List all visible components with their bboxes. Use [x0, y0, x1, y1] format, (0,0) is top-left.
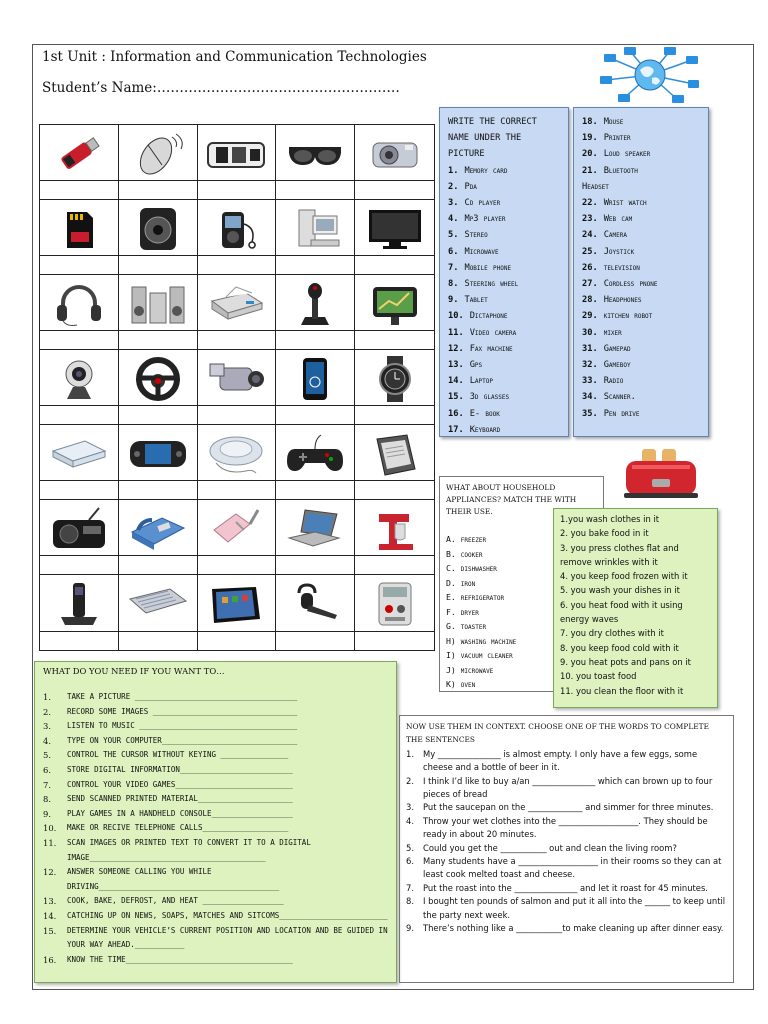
word-label: Bluetooth [603, 165, 638, 176]
word-list-item [582, 211, 700, 227]
word-label: Mouse [603, 117, 624, 127]
picture-cell [276, 125, 355, 200]
camera-icon [365, 129, 425, 179]
word-number: 4. [448, 214, 459, 225]
word-list-item [582, 389, 700, 405]
context-number: 5. [406, 842, 414, 853]
word-list-item [582, 357, 700, 373]
picture-cell [198, 350, 277, 425]
memory-card-icon [49, 204, 109, 254]
word-number: 14. [448, 376, 464, 387]
appliance-use-item: 6. you heat food with it using energy waves [560, 599, 683, 625]
word-label: Laptop [469, 376, 493, 387]
need-text: STORE DIGITAL INFORMATION_________________________ [67, 764, 293, 774]
appliance-item: K) oven [446, 679, 476, 689]
appliance-use-item: 11. you clean the floor with it [560, 685, 684, 696]
appliance-use-item: 4. you keep food frozen with it [560, 571, 688, 582]
word-list-item [448, 357, 560, 373]
need-number: 14. [43, 910, 57, 921]
picture-cell [355, 575, 434, 650]
need-text: TYPE ON YOUR COMPUTER______________________________ [67, 735, 298, 745]
appliance-item: A. freezer [446, 534, 487, 544]
portable-cd-player-icon [206, 429, 266, 479]
word-label: television [603, 262, 640, 273]
need-text: SEND SCANNED PRINTED MATERIAL_____________________ [67, 794, 293, 804]
context-text: Throw your wet clothes into the ___________________. They should be ready in about 20 minutes. [423, 815, 708, 840]
word-label: E- book [469, 408, 500, 419]
word-label: Mp3 player [464, 214, 506, 225]
word-number: 20. [582, 149, 598, 160]
need-text: CONTROL THE CURSOR WITHOUT KEYING _______________ [67, 750, 289, 760]
word-number: 21. [582, 165, 598, 176]
appliance-item: J) microwave [446, 664, 494, 675]
word-number: 11. [448, 327, 464, 338]
toaster-icon [618, 447, 704, 499]
need-text: CONTROL YOUR VIDEO GAMES__________________________ [67, 779, 293, 789]
word-list-item [448, 244, 560, 260]
word-number: 8. [448, 279, 459, 290]
context-number: 7. [406, 882, 414, 893]
dictaphone-icon [365, 579, 425, 629]
context-text: Many students have a ___________________ in their rooms so they can at least cook melted toast and cheese. [423, 856, 722, 880]
mobile-phone-icon [285, 354, 345, 404]
word-number: 22. [582, 198, 598, 209]
picture-cell [355, 500, 434, 575]
word-label: Gps [469, 360, 483, 371]
word-list-item [448, 179, 560, 195]
need-item [43, 705, 388, 720]
word-list-item [582, 179, 700, 195]
appliance-use-item: 10. you toast food [560, 671, 637, 682]
need-text: TAKE A PICTURE ____________________________________ [67, 692, 298, 701]
word-list-item [448, 389, 560, 405]
need-text: SCAN IMAGES OR PRINTED TEXT TO CONVERT IT TO A DIGITAL IMAGE_______________________________________ [67, 837, 311, 862]
word-label: Radio [603, 376, 624, 387]
appliance-item: G. toaster [446, 621, 487, 631]
word-label: Mobile phone [464, 262, 512, 273]
word-label: Web cam [603, 214, 633, 225]
mp3-player-icon [206, 204, 266, 254]
context-number: 9. [406, 923, 414, 934]
appliance-item: B. cooker [446, 548, 483, 559]
need-item [43, 865, 388, 894]
word-number: 34. [582, 392, 598, 403]
word-label: Joystick [603, 246, 635, 257]
gps-icon [365, 279, 425, 329]
steering-wheel-icon [128, 354, 188, 404]
radio-icon [49, 504, 109, 554]
word-list-item [582, 244, 700, 260]
need-text: DETERMINE YOUR VEHICLE’S CURRENT POSITION AND LOCATION AND BE GUIDED IN YOUR WAY AHEAD.___________ [67, 925, 388, 950]
word-label: Stereo [464, 230, 488, 241]
picture-cell [198, 575, 277, 650]
mouse-icon [128, 129, 188, 179]
appliance-use-item: 8. you keep food cold with it [560, 642, 679, 653]
word-list-item [448, 325, 560, 341]
need-text: MAKE OR RECIVE TELEPHONE CALLS___________________ [67, 823, 289, 833]
word-list-item [582, 373, 700, 389]
context-number: 1. [406, 748, 414, 759]
word-label: Pda [464, 181, 477, 192]
need-text: ANSWER SOMEONE CALLING YOU WHILE DRIVING________________________________________ [67, 867, 280, 891]
word-number: 23. [582, 214, 598, 225]
need-item [43, 778, 388, 793]
context-sentences-box [399, 715, 734, 983]
need-item [43, 792, 388, 807]
page-title: 1st Unit : Information and Communication Technologies [42, 49, 427, 65]
context-number: 2. [406, 775, 414, 786]
word-list-heading: WRITE THE CORRECT NAME UNDER THE PICTURE [448, 117, 537, 160]
word-number: 3. [448, 198, 459, 209]
word-label: Dictaphone [469, 311, 508, 322]
word-list-item [582, 292, 700, 308]
need-number: 3. [43, 721, 51, 732]
context-number: 8. [406, 896, 414, 907]
mixer-icon [206, 504, 266, 554]
need-number: 12. [43, 867, 57, 878]
need-item [43, 821, 388, 836]
word-list-item [582, 308, 700, 324]
context-number: 4. [406, 815, 414, 826]
word-list-item [582, 195, 700, 211]
context-sentence [406, 815, 727, 842]
context-text: I think I’d like to buy a/an _______________ which can brown up to four pieces of bread [423, 775, 713, 800]
word-label: Tablet [464, 295, 488, 306]
need-text: KNOW THE TIME_____________________________________ [67, 954, 293, 964]
word-number: 33. [582, 376, 598, 387]
word-number: 10. [448, 311, 464, 322]
word-number: 31. [582, 343, 598, 354]
word-list-item [582, 406, 700, 422]
need-title: WHAT DO YOU NEED IF YOU WANT TO… [43, 666, 225, 676]
word-list-item [448, 422, 560, 438]
picture-cell [276, 350, 355, 425]
need-text: LISTEN TO MUSIC ___________________________________ [67, 721, 298, 731]
need-number: 1. [43, 692, 51, 702]
context-text: Put the roast into the _______________ and let it roast for 45 minutes. [423, 882, 708, 893]
word-number: 18. [582, 117, 598, 127]
appliance-use-item: 7. you dry clothes with it [560, 628, 664, 639]
need-item [43, 924, 388, 953]
need-item [43, 734, 388, 749]
picture-cell [119, 125, 198, 200]
picture-cell [276, 200, 355, 275]
word-list-item [582, 341, 700, 357]
word-label: Cordless pnone [603, 279, 658, 290]
word-number: 15. [448, 392, 464, 403]
need-number: 5. [43, 750, 51, 761]
context-sentence [406, 922, 727, 935]
appliance-use-item: 3. you press clothes flat and remove wrinkles with it [560, 542, 679, 567]
context-text: Put the saucepan on the _____________ and simmer for three minutes. [423, 802, 714, 813]
context-sentence [406, 842, 727, 855]
picture-cell [119, 350, 198, 425]
word-number: 7. [448, 262, 459, 273]
word-list-column-1 [439, 107, 569, 437]
printer-icon [206, 279, 266, 329]
word-number: 24. [582, 230, 598, 241]
context-text: My _______________ is almost empty. I only have a few eggs, some cheese and a bottle of beer in it. [423, 748, 698, 773]
context-number: 6. [406, 856, 414, 867]
need-number: 9. [43, 808, 51, 819]
picture-cell [276, 500, 355, 575]
word-label: 3d glasses [469, 392, 510, 403]
gameboy-icon [128, 429, 188, 479]
word-list-item [448, 211, 560, 227]
word-label: Memory card [464, 165, 508, 176]
word-list-item [448, 163, 560, 179]
word-list-item [582, 163, 700, 179]
keyboard-icon [128, 579, 188, 629]
picture-cell [355, 200, 434, 275]
household-title: WHAT ABOUT HOUSEHOLD APPLIANCES? MATCH THE WITH THEIR USE. [446, 483, 577, 516]
word-label: Keyboard [469, 424, 501, 435]
word-list-item [448, 373, 560, 389]
context-sentence [406, 775, 727, 802]
picture-cell [40, 575, 119, 650]
cd-player-icon [206, 129, 266, 179]
tablet-icon [206, 579, 266, 629]
need-text: CATCHING UP ON NEWS, SOAPS, MATCHES AND SITCOMS________________________ [67, 910, 388, 920]
headphones-icon [49, 279, 109, 329]
word-label: Gamepad [603, 343, 631, 354]
word-number: 19. [582, 133, 598, 144]
word-label: Printer [603, 133, 631, 144]
context-sentence [406, 895, 727, 922]
word-label: kitchen robot [603, 311, 653, 322]
word-list-item [582, 114, 700, 130]
picture-cell [355, 350, 434, 425]
word-number: 9. [448, 295, 459, 306]
picture-cell [198, 125, 277, 200]
word-number: 28. [582, 295, 598, 306]
need-number: 8. [43, 794, 51, 805]
picture-cell [355, 275, 434, 350]
word-label: Camera [603, 230, 627, 241]
loud-speakers-icon [128, 279, 188, 329]
word-list-item [582, 325, 700, 341]
what-do-you-need-box [34, 661, 397, 983]
picture-cell [40, 200, 119, 275]
appliance-item: D. iron [446, 577, 476, 588]
appliance-item: H) washing machine [446, 635, 517, 646]
word-list-column-2 [573, 107, 709, 437]
word-number: 5. [448, 230, 459, 241]
word-list-item [448, 195, 560, 211]
word-label: Cd player [464, 198, 501, 209]
context-number: 3. [406, 802, 414, 813]
television-icon [365, 204, 425, 254]
picture-cell [355, 425, 434, 500]
word-label: Fax machine [469, 343, 513, 354]
appliance-item: E. refrigerator [446, 592, 505, 602]
word-number: 25. [582, 246, 598, 257]
word-number: 12. [448, 343, 464, 354]
context-sentence [406, 748, 727, 775]
need-number: 10. [43, 823, 57, 834]
stereo-speaker-icon [128, 204, 188, 254]
picture-cell [40, 125, 119, 200]
need-item [43, 690, 388, 705]
scanner-icon [49, 429, 109, 479]
web-cam-icon [49, 354, 109, 404]
appliance-uses-box [553, 508, 718, 708]
fax-machine-icon [128, 504, 188, 554]
word-number: 6. [448, 246, 459, 257]
need-item [43, 836, 388, 865]
word-label: Video camera [469, 327, 517, 338]
word-list-item [448, 276, 560, 292]
word-list-item [582, 260, 700, 276]
need-number: 11. [43, 837, 57, 848]
picture-cell [119, 575, 198, 650]
context-text: Could you get the ___________ out and clean the living room? [423, 842, 677, 853]
picture-cell [355, 125, 434, 200]
word-label: mixer [603, 327, 622, 338]
picture-cell [40, 425, 119, 500]
context-text: There’s nothing like a ___________to make cleaning up after dinner easy. [423, 923, 724, 934]
picture-cell [40, 275, 119, 350]
need-text: COOK, BAKE, DEFROST, AND HEAT __________________ [67, 896, 284, 906]
need-text: RECORD SOME IMAGES ________________________________ [67, 706, 298, 716]
picture-cell [276, 575, 355, 650]
video-camera-icon [206, 354, 266, 404]
word-list-item [448, 292, 560, 308]
word-label: Microwave [464, 246, 499, 257]
need-item [43, 953, 388, 968]
need-item [43, 763, 388, 778]
word-number: 1. [448, 165, 459, 176]
need-item [43, 807, 388, 822]
appliance-item: I) vacuum cleaner [446, 650, 513, 660]
appliance-item: F. dryer [446, 606, 479, 617]
word-number: 29. [582, 311, 598, 322]
context-sentence [406, 801, 727, 814]
word-number: 13. [448, 360, 464, 371]
need-number: 7. [43, 779, 51, 790]
word-number: 26. [582, 262, 598, 273]
need-number: 4. [43, 735, 51, 746]
word-label: Gameboy [603, 360, 631, 371]
3d-glasses-icon [285, 129, 345, 179]
need-item [43, 719, 388, 734]
picture-cell [276, 425, 355, 500]
word-number: 35. [582, 408, 598, 419]
word-list-item [448, 260, 560, 276]
word-list-item [448, 227, 560, 243]
gamepad-icon [285, 429, 345, 479]
word-label: Headphones [603, 295, 642, 306]
picture-cell [40, 350, 119, 425]
word-list-item [448, 406, 560, 422]
word-number: 17. [448, 424, 464, 435]
picture-cell [119, 200, 198, 275]
word-list-item [448, 308, 560, 324]
need-item [43, 909, 388, 924]
bluetooth-headset-icon [285, 579, 345, 629]
appliance-use-item: 1.you wash clothes in it [560, 514, 660, 524]
need-number: 6. [43, 764, 51, 775]
need-item [43, 748, 388, 763]
word-number: 32. [582, 360, 598, 371]
appliance-use-item: 2. you bake food in it [560, 528, 649, 539]
e-book-icon [365, 429, 425, 479]
kitchen-robot-icon [365, 504, 425, 554]
context-sentence [406, 882, 727, 895]
picture-cell [198, 275, 277, 350]
word-label: Scanner. [603, 392, 636, 403]
picture-cell [276, 275, 355, 350]
need-item [43, 894, 388, 909]
network-globe-icon [600, 46, 700, 104]
need-number: 16. [43, 954, 57, 965]
need-text: PLAY GAMES IN A HANDHELD CONSOLE__________________ [67, 808, 293, 818]
picture-cell [40, 500, 119, 575]
computer-icon [285, 204, 345, 254]
context-title: NOW USE THEM IN CONTEXT. CHOOSE ONE OF THE WORDS TO COMPLETE THE SENTENCES [406, 722, 709, 745]
appliance-item: C. dishwasher [446, 563, 497, 573]
word-label: Loud speaker [603, 149, 651, 160]
picture-cell [119, 425, 198, 500]
word-list-item [448, 341, 560, 357]
word-number: 2. [448, 181, 459, 192]
word-number: 27. [582, 279, 598, 290]
cordless-phone-icon [49, 579, 109, 629]
word-list-item [582, 146, 700, 162]
picture-cell [119, 500, 198, 575]
joystick-icon [285, 279, 345, 329]
wrist-watch-icon [365, 354, 425, 404]
word-number: 16. [448, 408, 464, 419]
word-label: Wrist watch [603, 198, 647, 209]
usb-drive-icon [49, 129, 109, 179]
need-number: 15. [43, 925, 57, 936]
context-text: I bought ten pounds of salmon and put it all into the ______ to keep until the party next week. [423, 896, 726, 920]
word-label: Steering wheel [464, 279, 519, 290]
student-name-line: Student’s Name:……………………………………………… [42, 80, 400, 96]
picture-cell [198, 425, 277, 500]
word-label: Pen drive [603, 408, 640, 419]
word-number: 30. [582, 327, 598, 338]
word-list-item [582, 130, 700, 146]
laptop-icon [285, 504, 345, 554]
need-number: 13. [43, 896, 57, 907]
word-label: Headset [582, 181, 609, 192]
picture-cell [198, 500, 277, 575]
appliance-use-item: 5. you wash your dishes in it [560, 585, 680, 596]
need-number: 2. [43, 706, 51, 717]
picture-cell [119, 275, 198, 350]
word-list-item [582, 276, 700, 292]
appliance-use-item: 9. you heat pots and pans on it [560, 656, 691, 667]
context-sentence [406, 855, 727, 882]
picture-cell [198, 200, 277, 275]
picture-grid [39, 124, 435, 651]
word-list-item [582, 227, 700, 243]
